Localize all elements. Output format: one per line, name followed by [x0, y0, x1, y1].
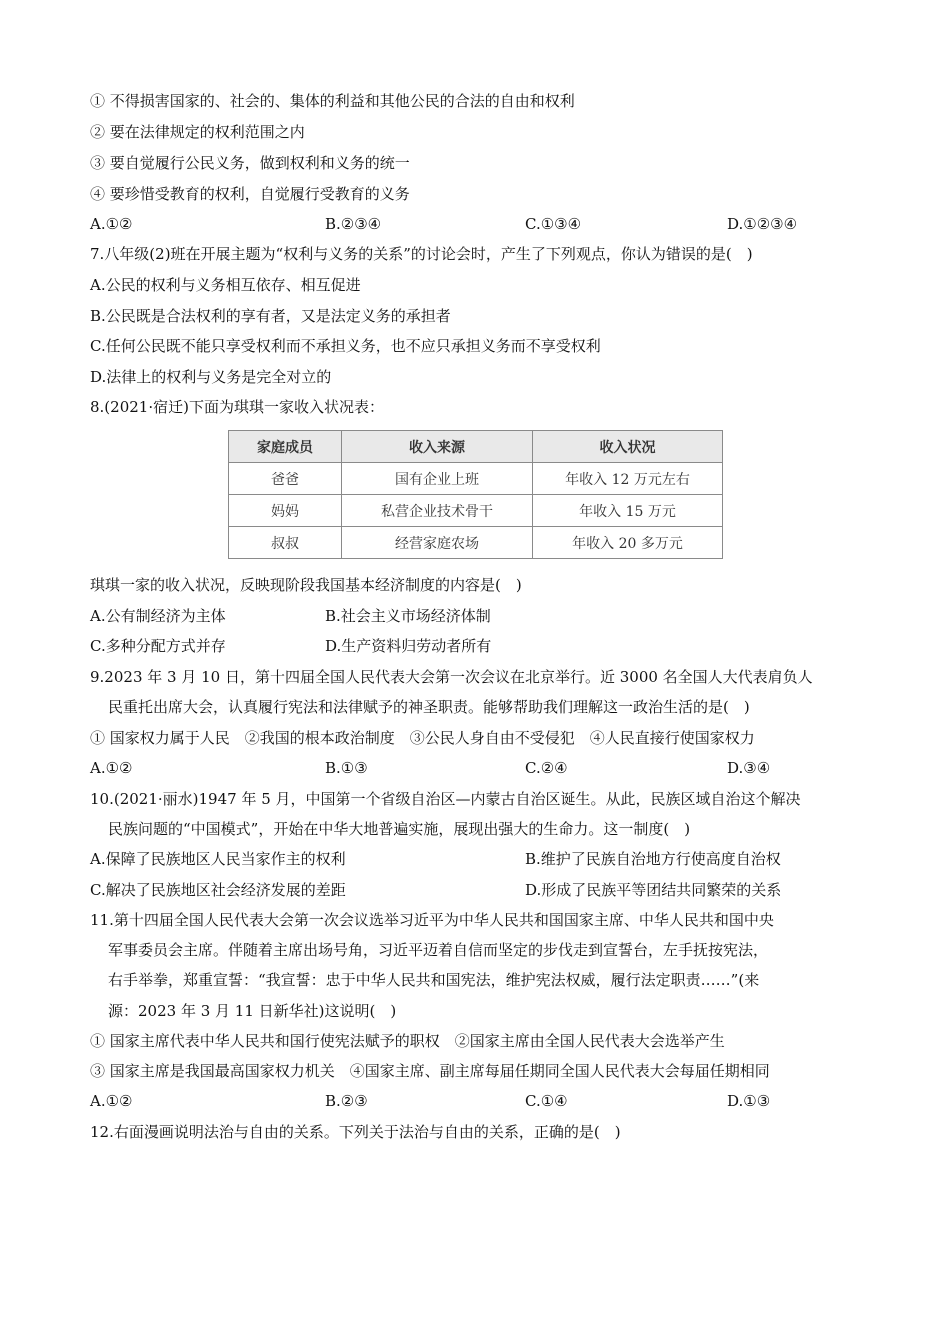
income-table-header — [229, 431, 723, 463]
table-row — [229, 495, 723, 527]
q9-stem-line-1: 9.2023 年 3 月 10 日，第十四届全国人民代表大会第一次会议在北京举行。近 3000 名全国人大代表肩负人 — [90, 668, 813, 686]
q6-item-3: ③ 要自觉履行公民义务，做到权利和义务的统一 — [90, 154, 410, 172]
table-row — [229, 527, 723, 559]
q11-stem-line-3: 右手举拳，郑重宣誓：“我宣誓：忠于中华人民共和国宪法，维护宪法权威，履行法定职责……”(来 — [108, 971, 760, 989]
q11-option-b: B.②③ — [325, 1092, 368, 1110]
q11-stem-line-2: 军事委员会主席。伴随着主席出场号角，习近平迈着自信而坚定的步伐走到宣誓台，左手抚按宪法， — [108, 941, 769, 959]
q11-option-a: A.①② — [90, 1092, 133, 1110]
q8-option-b: B.社会主义市场经济体制 — [325, 607, 491, 625]
q6-option-a: A.①② — [90, 215, 133, 233]
income-cell: 爸爸 — [229, 463, 342, 495]
q9-option-a: A.①② — [90, 759, 133, 777]
q11-option-d: D.①③ — [727, 1092, 771, 1110]
q8-question: 琪琪一家的收入状况，反映现阶段我国基本经济制度的内容是( ) — [90, 576, 522, 594]
q8-stem: 8.(2021·宿迁)下面为琪琪一家收入状况表： — [90, 398, 384, 416]
income-cell: 年收入 12 万元左右 — [533, 463, 723, 495]
income-header-member: 家庭成员 — [229, 431, 342, 463]
table-row — [229, 463, 723, 495]
q6-item-2: ② 要在法律规定的权利范围之内 — [90, 123, 305, 141]
q11-items-line-2: ③ 国家主席是我国最高国家权力机关 ④国家主席、副主席每届任期同全国人民代表大会每届任期相同 — [90, 1062, 770, 1080]
q9-option-b: B.①③ — [325, 759, 368, 777]
q9-option-c: C.②④ — [525, 759, 568, 777]
q7-option-c: C.任何公民既不能只享受权利而不承担义务，也不应只承担义务而不享受权利 — [90, 337, 601, 355]
income-cell: 年收入 20 多万元 — [533, 527, 723, 559]
q11-items-line-1: ① 国家主席代表中华人民共和国行使宪法赋予的职权 ②国家主席由全国人民代表大会选举产生 — [90, 1032, 725, 1050]
q6-option-d: D.①②③④ — [727, 215, 798, 233]
q6-item-1: ① 不得损害国家的、社会的、集体的利益和其他公民的合法的自由和权利 — [90, 92, 575, 110]
q6-option-b: B.②③④ — [325, 215, 382, 233]
q10-option-d: D.形成了民族平等团结共同繁荣的关系 — [525, 881, 782, 899]
q11-option-c: C.①④ — [525, 1092, 568, 1110]
q7-option-b: B.公民既是合法权利的享有者，又是法定义务的承担者 — [90, 307, 451, 325]
income-cell: 经营家庭农场 — [342, 527, 533, 559]
income-cell: 年收入 15 万元 — [533, 495, 723, 527]
q7-stem: 7.八年级(2)班在开展主题为“权利与义务的关系”的讨论会时，产生了下列观点，你认为错误的是( ) — [90, 245, 753, 263]
q12-stem: 12.右面漫画说明法治与自由的关系。下列关于法治与自由的关系，正确的是( ) — [90, 1123, 621, 1141]
income-cell: 私营企业技术骨干 — [342, 495, 533, 527]
q11-stem-line-1: 11.第十四届全国人民代表大会第一次会议选举习近平为中华人民共和国国家主席、中华人民共和国中央 — [90, 911, 774, 929]
q10-option-a: A.保障了民族地区人民当家作主的权利 — [90, 850, 346, 868]
q8-option-c: C.多种分配方式并存 — [90, 637, 226, 655]
income-cell: 国有企业上班 — [342, 463, 533, 495]
q8-option-a: A.公有制经济为主体 — [90, 607, 226, 625]
q8-option-d: D.生产资料归劳动者所有 — [325, 637, 492, 655]
q6-option-c: C.①③④ — [525, 215, 582, 233]
income-header-source: 收入来源 — [342, 431, 533, 463]
q9-option-d: D.③④ — [727, 759, 771, 777]
q10-option-c: C.解决了民族地区社会经济发展的差距 — [90, 881, 346, 899]
q7-option-d: D.法律上的权利与义务是完全对立的 — [90, 368, 332, 386]
income-cell: 叔叔 — [229, 527, 342, 559]
q6-item-4: ④ 要珍惜受教育的权利，自觉履行受教育的义务 — [90, 185, 410, 203]
income-table — [228, 430, 723, 559]
q7-option-a: A.公民的权利与义务相互依存、相互促进 — [90, 276, 361, 294]
q9-items: ① 国家权力属于人民 ②我国的根本政治制度 ③公民人身自由不受侵犯 ④人民直接行使国家权力 — [90, 729, 755, 747]
q10-option-b: B.维护了民族自治地方行使高度自治权 — [525, 850, 781, 868]
q11-stem-line-4: 源：2023 年 3 月 11 日新华社)这说明( ) — [108, 1002, 397, 1020]
income-header-status: 收入状况 — [533, 431, 723, 463]
q10-stem-line-2: 民族问题的“中国模式”，开始在中华大地普遍实施，展现出强大的生命力。这一制度( ) — [108, 820, 691, 838]
q10-stem-line-1: 10.(2021·丽水)1947 年 5 月，中国第一个省级自治区—内蒙古自治区诞生。从此，民族区域自治这个解决 — [90, 790, 801, 808]
q9-stem-line-2: 民重托出席大会，认真履行宪法和法律赋予的神圣职责。能够帮助我们理解这一政治生活的是( ) — [108, 698, 750, 716]
income-cell: 妈妈 — [229, 495, 342, 527]
